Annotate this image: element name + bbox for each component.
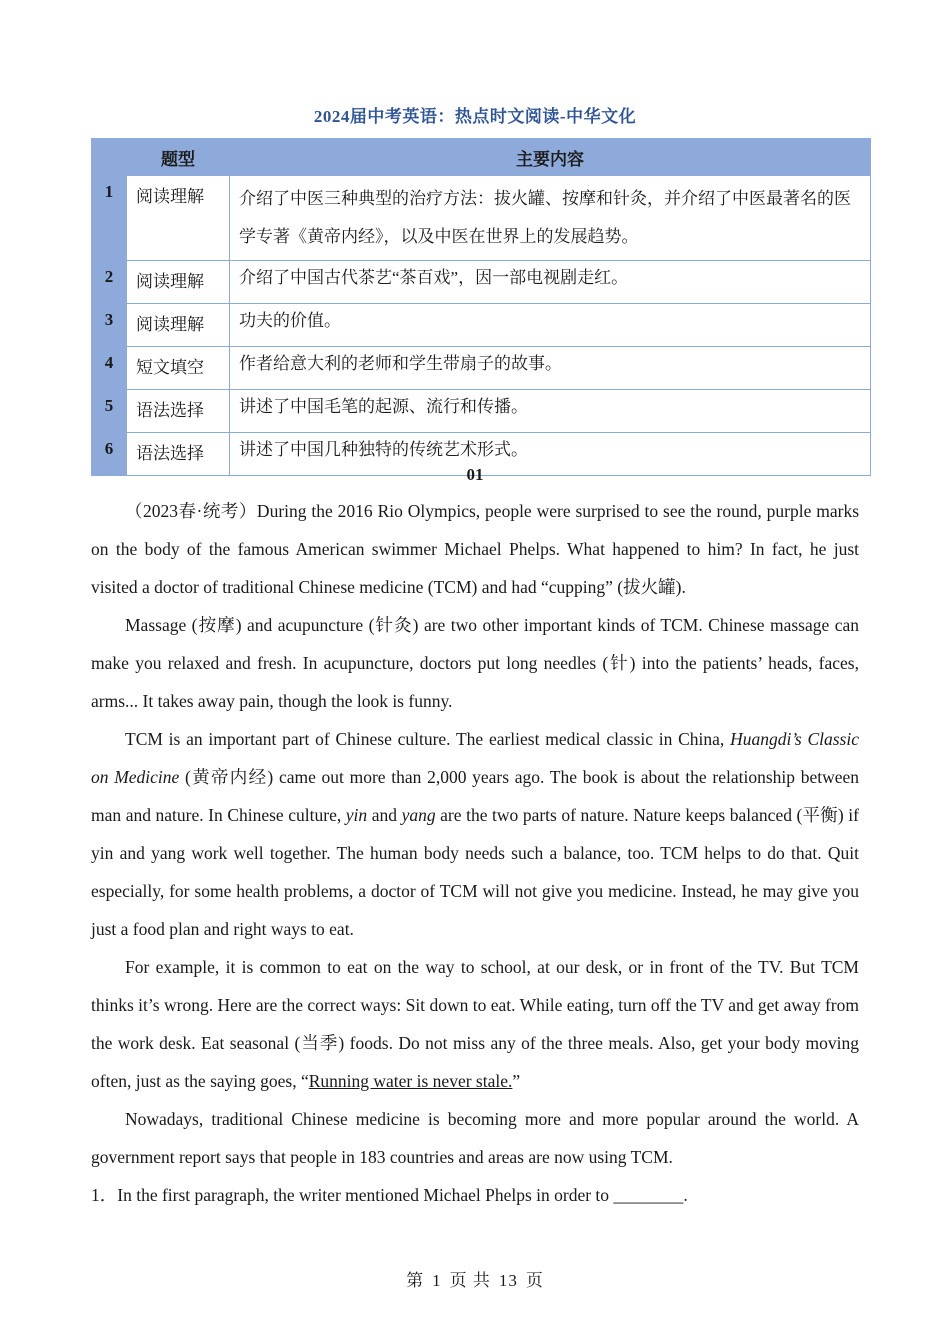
row-type: 语法选择 (127, 433, 230, 476)
row-content: 讲述了中国毛笔的起源、流行和传播。 (230, 390, 871, 433)
paragraph-2: Massage (按摩) and acupuncture (针灸) are two other important kinds of TCM. Chinese massage can make you relaxed and fresh. In acupuncture, doctors put long needles (针) into the patients’ heads, faces, arms... It takes away pain, though the look is funny. (91, 615, 859, 711)
row-content: 讲述了中国几种独特的传统艺术形式。 (230, 433, 871, 476)
p4-text-a: For example, it is common to eat on the way to school, at our desk, or in front of the TV. But TCM thinks it’s wrong. Here are the correct ways: Sit down to eat. While eating, turn off the TV and get away from the work desk. Eat seasonal (当季) foods. Do not miss any of the three meals. Also, get your body moving often, just as the saying goes, “ (91, 957, 859, 1091)
term-yang: yang (401, 805, 436, 825)
table-row (92, 176, 871, 261)
table-row (92, 304, 871, 347)
underlined-saying: Running water is never stale. (308, 1071, 513, 1091)
row-num: 6 (92, 433, 127, 476)
row-type: 阅读理解 (127, 304, 230, 347)
row-content: 功夫的价值。 (230, 304, 871, 347)
summary-table (91, 138, 871, 476)
p3-text-b: (黄帝内经) came out more than 2,000 years ago. The book is about the relationship between man and nature. In Chinese culture, (91, 767, 860, 825)
row-num: 5 (92, 390, 127, 433)
paragraph-3 (91, 720, 859, 948)
p4-text-b: ” (512, 1071, 521, 1091)
row-content: 介绍了中医三种典型的治疗方法：拔火罐、按摩和针灸，并介绍了中医最著名的医学专著《黄帝内经》，以及中医在世界上的发展趋势。 (230, 176, 871, 261)
p3-and: and (367, 805, 402, 825)
p3-text-c: are the two parts of nature. Nature keeps balanced (平衡) if yin and yang work well together. The human body needs such a balance, too. TCM helps to do that. Quit especially, for some health problems, a doctor of TCM will not give you medicine. Instead, he may give you just a food plan and right ways to eat. (91, 805, 859, 939)
footer-mid: 页 共 (449, 1271, 491, 1290)
row-type: 短文填空 (127, 347, 230, 390)
section-number: 01 (466, 465, 484, 484)
row-type: 语法选择 (127, 390, 230, 433)
footer-total-pages: 13 (498, 1271, 518, 1290)
row-num: 1 (92, 176, 127, 261)
table-row (92, 261, 871, 304)
row-content: 介绍了中国古代茶艺“茶百戏”，因一部电视剧走红。 (230, 261, 871, 304)
header-content: 主要内容 (230, 139, 871, 176)
p3-text-a: TCM is an important part of Chinese culture. The earliest medical classic in China, (125, 729, 731, 749)
paragraph-5: Nowadays, traditional Chinese medicine is becoming more and more popular around the world. A government report says that people in 183 countries and areas are now using TCM. (91, 1109, 859, 1167)
book-title: Huangdi’s Classic on Medicine (91, 729, 859, 787)
paragraph-4 (91, 948, 859, 1100)
document-title: 2024届中考英语：热点时文阅读-中华文化 (313, 107, 637, 126)
footer-page-number: 1 (432, 1271, 442, 1290)
passage (91, 492, 859, 1214)
term-yin: yin (345, 805, 368, 825)
table-row (92, 390, 871, 433)
footer-suffix: 页 (525, 1271, 544, 1290)
table-row (92, 347, 871, 390)
row-num: 3 (92, 304, 127, 347)
question-1: 1．In the first paragraph, the writer mentioned Michael Phelps in order to ________. (91, 1185, 688, 1205)
row-num: 2 (92, 261, 127, 304)
row-num: 4 (92, 347, 127, 390)
row-type: 阅读理解 (127, 176, 230, 261)
page-footer (0, 1266, 950, 1291)
paragraph-1: （2023春·统考）During the 2016 Rio Olympics, people were surprised to see the round, purple marks on the body of the famous American swimmer Michael Phelps. What happened to him? In fact, he just visited a doctor of traditional Chinese medicine (TCM) and had “cupping” (拔火罐). (91, 501, 859, 597)
row-content: 作者给意大利的老师和学生带扇子的故事。 (230, 347, 871, 390)
table-header-row (92, 139, 871, 176)
footer-prefix: 第 (406, 1271, 425, 1290)
row-type: 阅读理解 (127, 261, 230, 304)
header-num (92, 139, 127, 176)
header-type: 题型 (127, 139, 230, 176)
